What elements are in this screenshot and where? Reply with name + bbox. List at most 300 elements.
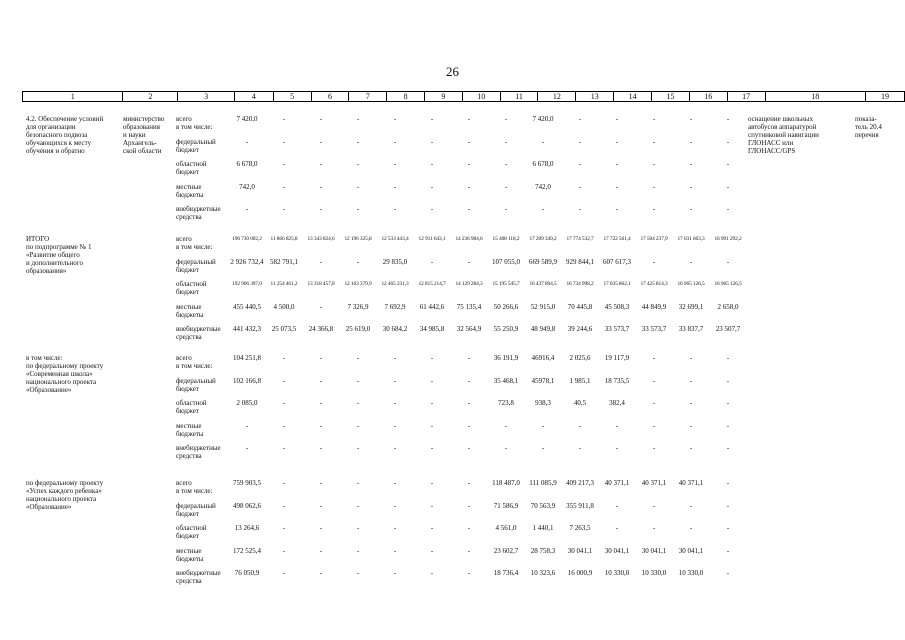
budget-value: -: [319, 182, 323, 191]
budget-value: -: [652, 524, 656, 533]
budget-value: 11 254 461,2: [270, 281, 298, 288]
budget-value: -: [467, 546, 471, 555]
budget-value: -: [689, 524, 693, 533]
budget-value: 1 440,1: [532, 524, 554, 533]
column-number-1: 1: [23, 92, 123, 102]
budget-value: -: [467, 376, 471, 385]
budget-value: 582 791,1: [270, 257, 298, 266]
budget-value: -: [282, 524, 286, 533]
column-number-11: 11: [500, 92, 538, 102]
budget-value: 55 250,9: [493, 325, 519, 334]
budget-value: 118 487,0: [492, 479, 520, 487]
budget-value: 33 837,7: [678, 325, 704, 334]
budget-value: 7 326,9: [347, 302, 369, 311]
budget-value: -: [319, 546, 323, 555]
budget-value: -: [467, 421, 471, 430]
budget-value: 45 508,3: [604, 302, 630, 311]
budget-value: -: [430, 421, 434, 430]
budget-value: -: [726, 444, 730, 453]
budget-value: 669 589,9: [529, 257, 557, 266]
budget-value: 30 041,1: [678, 546, 704, 555]
budget-value: -: [393, 479, 397, 487]
budget-value: -: [504, 137, 508, 146]
budget-value: -: [356, 399, 360, 408]
budget-value: 17 774 532,7: [566, 236, 594, 242]
budget-value: 441 432,3: [233, 325, 261, 334]
section-title: по федеральному проекту «Успех каждого ребенка» национального проекта «Образование»: [26, 479, 104, 511]
section-title: 4.2. Обеспечение условий для организации безопасного подвоза обучающихся к месту обучения и обратно: [26, 115, 104, 155]
budget-value: -: [319, 302, 323, 311]
budget-value: 4 561,0: [495, 524, 517, 533]
budget-value: 75 135,4: [456, 302, 482, 311]
budget-value: 14 236 984,6: [455, 236, 483, 242]
indicator-reference: показа- тель 20.4 перечня: [855, 115, 882, 139]
budget-value: -: [282, 354, 286, 362]
budget-value: 48 949,8: [530, 325, 556, 334]
budget-value: -: [393, 354, 397, 362]
budget-value: -: [430, 182, 434, 191]
budget-value: 23 602,7: [493, 546, 519, 555]
budget-value: 13 343 824,6: [307, 236, 335, 242]
budget-value: 7 263,5: [569, 524, 591, 533]
budget-value: -: [430, 115, 434, 123]
budget-value: -: [467, 182, 471, 191]
budget-value: 70 445,8: [567, 302, 593, 311]
budget-value: -: [430, 354, 434, 362]
budget-value: 355 911,8: [566, 501, 594, 510]
budget-value: 14 129 284,3: [455, 281, 483, 288]
budget-value: -: [541, 205, 545, 214]
funding-source-label: местные бюджеты: [176, 421, 204, 438]
budget-value: 12 815 214,7: [418, 281, 446, 288]
budget-value: -: [356, 546, 360, 555]
budget-value: 52 915,0: [530, 302, 556, 311]
budget-value: -: [356, 376, 360, 385]
budget-value: -: [467, 569, 471, 578]
budget-value: -: [689, 205, 693, 214]
column-number-10: 10: [462, 92, 500, 102]
budget-value: 32 564,9: [456, 325, 482, 334]
funding-source-label: местные бюджеты: [176, 546, 204, 563]
budget-value: -: [319, 137, 323, 146]
funding-source-label: всего в том числе:: [176, 235, 213, 251]
budget-value: -: [652, 205, 656, 214]
budget-value: 10 323,6: [530, 569, 556, 578]
budget-value: 17 425 814,3: [640, 281, 668, 288]
funding-source-label: федеральный бюджет: [176, 137, 216, 154]
budget-value: 742,0: [535, 182, 551, 191]
budget-value: -: [689, 376, 693, 385]
section-title: в том числе: по федеральному проекту «Современная школа» национального проекта «Образование»: [26, 354, 104, 394]
budget-value: 12 163 379,9: [344, 281, 372, 288]
budget-value: -: [430, 524, 434, 533]
budget-value: 102 166,8: [233, 376, 261, 385]
budget-value: -: [467, 444, 471, 453]
column-number-17: 17: [727, 92, 765, 102]
budget-value: -: [245, 205, 249, 214]
budget-value: 2 025,6: [569, 354, 591, 362]
funding-source-label: областной бюджет: [176, 280, 207, 297]
budget-value: 15 408 118,2: [492, 236, 520, 242]
budget-value: 15 195 545,7: [492, 281, 520, 288]
budget-value: 382,4: [609, 399, 625, 408]
budget-value: -: [578, 160, 582, 169]
budget-value: 759 903,5: [233, 479, 261, 487]
budget-value: 30 041,1: [641, 546, 667, 555]
budget-value: -: [467, 501, 471, 510]
budget-value: -: [393, 444, 397, 453]
column-number-5: 5: [273, 92, 311, 102]
budget-value: -: [282, 137, 286, 146]
budget-value: -: [578, 115, 582, 123]
budget-value: -: [615, 524, 619, 533]
budget-value: 6 678,0: [532, 160, 554, 169]
funding-source-label: областной бюджет: [176, 160, 207, 177]
budget-value: -: [689, 257, 693, 266]
budget-value: 17 031 663,3: [677, 236, 705, 242]
budget-value: 25 073,5: [271, 325, 297, 334]
budget-value: -: [430, 205, 434, 214]
budget-value: 2 926 732,4: [230, 257, 264, 266]
budget-value: -: [615, 115, 619, 123]
budget-value: -: [393, 115, 397, 123]
budget-value: -: [319, 479, 323, 487]
budget-value: -: [393, 524, 397, 533]
budget-value: 742,0: [239, 182, 255, 191]
budget-value: -: [726, 399, 730, 408]
budget-value: 2 085,0: [236, 399, 258, 408]
budget-value: 76 050,9: [234, 569, 260, 578]
budget-value: 16 991 292,2: [714, 236, 742, 242]
budget-value: 28 758,3: [530, 546, 556, 555]
budget-value: -: [467, 205, 471, 214]
budget-value: 44 849,9: [641, 302, 667, 311]
budget-value: -: [689, 137, 693, 146]
budget-value: 24 366,8: [308, 325, 334, 334]
budget-value: 12 533 443,4: [381, 236, 409, 242]
budget-value: 18 736,4: [493, 569, 519, 578]
budget-value: -: [504, 205, 508, 214]
budget-value: -: [356, 479, 360, 487]
budget-value: -: [319, 354, 323, 362]
budget-value: -: [393, 546, 397, 555]
budget-value: -: [615, 501, 619, 510]
budget-value: 40 371,1: [604, 479, 630, 487]
funding-source-label: федеральный бюджет: [176, 376, 216, 393]
budget-value: 32 699,1: [678, 302, 704, 311]
budget-value: -: [393, 376, 397, 385]
budget-value: -: [726, 501, 730, 510]
budget-value: 33 573,7: [604, 325, 630, 334]
budget-value: -: [689, 501, 693, 510]
column-number-4: 4: [234, 92, 273, 102]
budget-value: -: [652, 421, 656, 430]
responsible-executor: министерство образования и науки Архангель- ской области: [123, 115, 165, 155]
budget-value: 16 734 998,2: [566, 281, 594, 288]
budget-value: -: [578, 182, 582, 191]
budget-value: -: [282, 546, 286, 555]
budget-value: -: [467, 160, 471, 169]
budget-value: -: [430, 137, 434, 146]
funding-source-label: областной бюджет: [176, 399, 207, 416]
budget-value: -: [726, 354, 730, 362]
budget-value: -: [319, 444, 323, 453]
column-number-header: [22, 91, 905, 102]
column-number-6: 6: [311, 92, 349, 102]
budget-value: 16 965 126,5: [677, 281, 705, 288]
budget-value: 607 617,3: [603, 257, 631, 266]
budget-value: -: [689, 354, 693, 362]
budget-value: -: [726, 115, 730, 123]
budget-value: 455 440,5: [233, 302, 261, 311]
budget-value: -: [689, 160, 693, 169]
budget-value: -: [282, 205, 286, 214]
budget-value: 36 191,9: [493, 354, 519, 362]
budget-value: 71 586,9: [493, 501, 519, 510]
budget-value: -: [541, 421, 545, 430]
budget-value: -: [541, 137, 545, 146]
budget-value: -: [615, 137, 619, 146]
budget-value: -: [578, 137, 582, 146]
funding-source-label: местные бюджеты: [176, 302, 204, 319]
budget-value: 16 000,9: [567, 569, 593, 578]
budget-value: -: [726, 257, 730, 266]
budget-value: -: [282, 376, 286, 385]
budget-value: 23 507,7: [715, 325, 741, 334]
budget-value: -: [319, 501, 323, 510]
budget-value: 498 062,6: [233, 501, 261, 510]
budget-value: -: [319, 115, 323, 123]
budget-value: -: [282, 479, 286, 487]
column-number-12: 12: [538, 92, 576, 102]
budget-value: -: [319, 569, 323, 578]
budget-value: 40 371,1: [641, 479, 667, 487]
budget-value: 19 117,9: [604, 354, 630, 362]
budget-value: -: [726, 182, 730, 191]
budget-value: -: [541, 444, 545, 453]
budget-value: -: [726, 137, 730, 146]
budget-value: -: [282, 160, 286, 169]
budget-value: -: [578, 444, 582, 453]
budget-value: -: [282, 569, 286, 578]
budget-value: 107 055,0: [492, 257, 520, 266]
budget-value: 10 330,0: [641, 569, 667, 578]
budget-value: -: [282, 399, 286, 408]
budget-value: 409 217,3: [566, 479, 594, 487]
funding-source-label: местные бюджеты: [176, 182, 204, 199]
budget-value: -: [356, 137, 360, 146]
budget-value: -: [689, 444, 693, 453]
budget-value: 196 730 002,2: [232, 236, 262, 242]
budget-value: 12 196 325,8: [344, 236, 372, 242]
budget-value: 929 844,1: [566, 257, 594, 266]
budget-value: -: [430, 376, 434, 385]
budget-value: 50 266,6: [493, 302, 519, 311]
budget-value: -: [430, 399, 434, 408]
budget-value: 2 658,0: [717, 302, 739, 311]
budget-value: -: [393, 399, 397, 408]
column-number-15: 15: [652, 92, 690, 102]
column-number-3: 3: [178, 92, 235, 102]
budget-value: 30 041,1: [604, 546, 630, 555]
page-number: 26: [446, 64, 459, 79]
budget-value: -: [393, 137, 397, 146]
budget-value: -: [504, 182, 508, 191]
budget-value: -: [282, 115, 286, 123]
budget-value: 10 330,0: [604, 569, 630, 578]
budget-value: -: [430, 546, 434, 555]
budget-value: 61 442,6: [419, 302, 445, 311]
budget-value: -: [282, 444, 286, 453]
budget-value: -: [430, 569, 434, 578]
budget-value: -: [356, 205, 360, 214]
budget-value: 18 735,5: [604, 376, 630, 385]
expected-result: оснащение школьных автобусов аппаратурой спутниковой навигации ГЛОНАСС или ГЛОНАСС/GPS: [748, 115, 819, 155]
budget-value: 17 209 349,2: [529, 236, 557, 242]
budget-value: -: [356, 569, 360, 578]
column-number-18: 18: [765, 92, 866, 102]
budget-value: -: [430, 501, 434, 510]
budget-value: -: [467, 137, 471, 146]
budget-value: -: [430, 257, 434, 266]
budget-value: 13 318 457,8: [307, 281, 335, 288]
budget-value: -: [615, 205, 619, 214]
budget-value: -: [615, 444, 619, 453]
budget-value: -: [245, 137, 249, 146]
budget-value: 723,8: [498, 399, 514, 408]
budget-value: -: [504, 115, 508, 123]
budget-value: 7 420,0: [532, 115, 554, 123]
budget-value: 34 985,8: [419, 325, 445, 334]
funding-source-label: всего в том числе:: [176, 354, 213, 370]
funding-source-label: областной бюджет: [176, 524, 207, 541]
column-number-9: 9: [424, 92, 462, 102]
column-number-19: 19: [866, 92, 905, 102]
budget-value: -: [652, 182, 656, 191]
budget-value: 46916,4: [531, 354, 555, 362]
budget-value: -: [356, 354, 360, 362]
budget-value: -: [504, 421, 508, 430]
funding-source-label: федеральный бюджет: [176, 257, 216, 274]
budget-value: -: [282, 421, 286, 430]
budget-value: -: [245, 444, 249, 453]
budget-value: -: [393, 205, 397, 214]
budget-value: 12 911 643,1: [418, 236, 446, 242]
budget-value: 16 965 126,5: [714, 281, 742, 288]
budget-value: -: [726, 421, 730, 430]
budget-value: -: [467, 479, 471, 487]
funding-source-label: федеральный бюджет: [176, 501, 216, 518]
budget-value: -: [467, 257, 471, 266]
budget-value: -: [319, 205, 323, 214]
budget-value: 25 619,0: [345, 325, 371, 334]
budget-value: -: [467, 399, 471, 408]
budget-value: -: [652, 137, 656, 146]
funding-source-label: внебюджетные средства: [176, 325, 221, 342]
budget-value: -: [393, 501, 397, 510]
budget-value: -: [467, 115, 471, 123]
budget-value: 6 678,0: [236, 160, 258, 169]
funding-source-label: внебюджетные средства: [176, 205, 221, 222]
budget-value: -: [652, 115, 656, 123]
budget-value: -: [356, 257, 360, 266]
budget-value: 17 035 862,1: [603, 281, 631, 288]
budget-value: -: [282, 501, 286, 510]
budget-value: -: [319, 421, 323, 430]
budget-value: 7 692,9: [384, 302, 406, 311]
budget-value: -: [615, 182, 619, 191]
budget-value: 29 835,0: [382, 257, 408, 266]
budget-value: 33 573,7: [641, 325, 667, 334]
budget-value: 12 465 231,3: [381, 281, 409, 288]
budget-value: -: [430, 479, 434, 487]
budget-value: -: [356, 421, 360, 430]
budget-value: -: [578, 205, 582, 214]
column-number-8: 8: [387, 92, 425, 102]
budget-value: -: [689, 421, 693, 430]
budget-value: 40,5: [573, 399, 587, 408]
budget-value: 30 684,2: [382, 325, 408, 334]
budget-value: -: [504, 444, 508, 453]
budget-value: -: [319, 160, 323, 169]
budget-value: -: [652, 160, 656, 169]
budget-value: -: [319, 376, 323, 385]
budget-value: -: [689, 399, 693, 408]
column-number-2: 2: [123, 92, 178, 102]
budget-value: 17 504 237,9: [640, 236, 668, 242]
budget-value: -: [689, 182, 693, 191]
budget-value: -: [726, 524, 730, 533]
budget-value: -: [245, 421, 249, 430]
column-number-7: 7: [349, 92, 387, 102]
budget-value: -: [652, 376, 656, 385]
funding-source-label: всего в том числе:: [176, 115, 213, 131]
budget-value: -: [319, 399, 323, 408]
funding-source-label: всего в том числе:: [176, 479, 213, 495]
budget-value: -: [652, 399, 656, 408]
budget-value: 45978,1: [531, 376, 555, 385]
budget-value: -: [652, 354, 656, 362]
budget-value: -: [319, 524, 323, 533]
budget-value: 70 563,9: [530, 501, 556, 510]
budget-value: 1 985,1: [569, 376, 591, 385]
budget-value: 192 906 397,0: [232, 281, 262, 288]
column-number-14: 14: [614, 92, 652, 102]
budget-value: -: [356, 115, 360, 123]
budget-value: -: [356, 182, 360, 191]
budget-value: -: [282, 182, 286, 191]
column-number-13: 13: [576, 92, 614, 102]
budget-value: 11 866 825,8: [270, 236, 298, 242]
budget-value: -: [615, 160, 619, 169]
budget-value: -: [726, 546, 730, 555]
budget-value: -: [726, 205, 730, 214]
budget-value: -: [726, 479, 730, 487]
budget-value: 7 420,0: [236, 115, 258, 123]
budget-value: 13 264,6: [234, 524, 260, 533]
budget-value: 35 468,1: [493, 376, 519, 385]
budget-value: 16 437 894,5: [529, 281, 557, 288]
budget-value: -: [652, 257, 656, 266]
budget-value: -: [356, 501, 360, 510]
budget-value: -: [430, 444, 434, 453]
column-number-16: 16: [689, 92, 727, 102]
budget-value: 40 371,1: [678, 479, 704, 487]
budget-value: -: [504, 160, 508, 169]
budget-value: -: [393, 569, 397, 578]
budget-value: 4 500,0: [273, 302, 295, 311]
budget-value: -: [652, 444, 656, 453]
